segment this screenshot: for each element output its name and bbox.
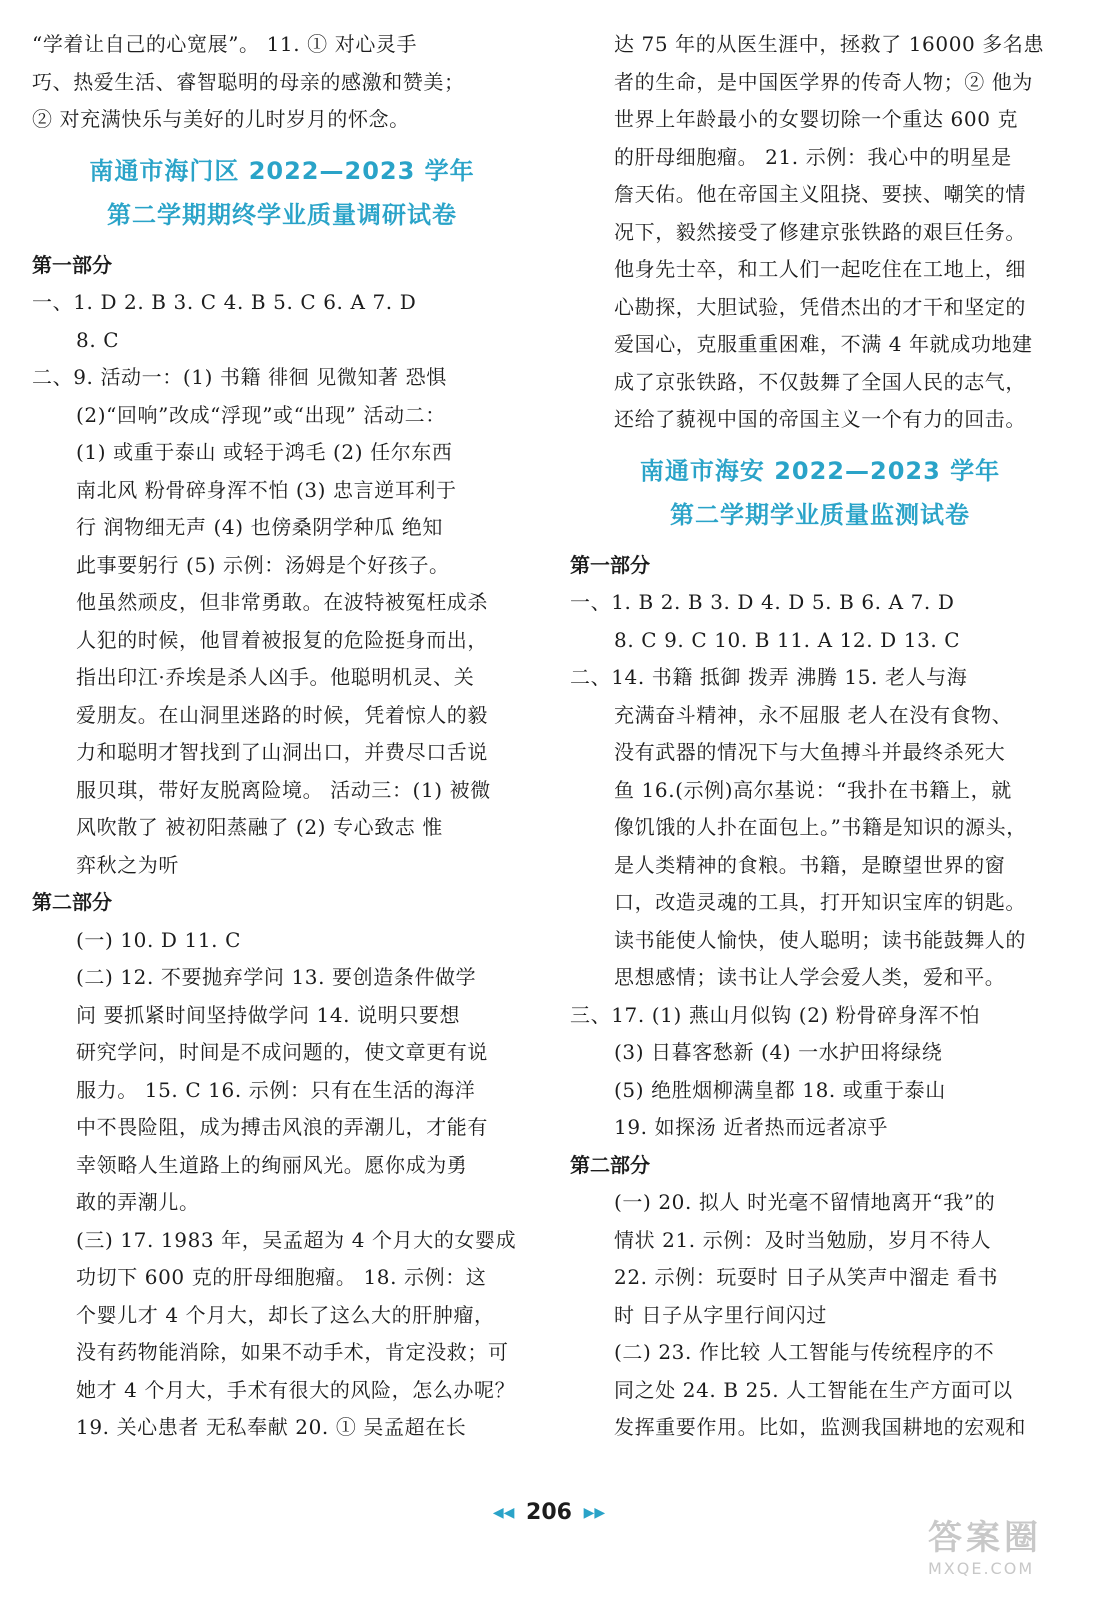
- text-line: 8. C: [76, 327, 120, 352]
- text-line: 像饥饿的人扑在面包上。”书籍是知识的源头，: [614, 815, 1027, 839]
- text-line: 没有武器的情况下与大鱼搏斗并最终杀死大: [614, 740, 1006, 764]
- text-line: 南北风 粉骨碎身浑不怕 (3) 忠言逆耳利于: [76, 477, 457, 502]
- text-line: (一) 10. D 11. C: [76, 927, 241, 952]
- text-line: 口，改造灵魂的工具，打开知识宝库的钥匙。: [614, 890, 1026, 914]
- text-line: 二、14. 书籍 抵御 拨弄 沸腾 15. 老人与海: [570, 665, 968, 689]
- text-line: (二) 12. 不要抛弃学问 13. 要创造条件做学: [76, 965, 477, 989]
- left-column: [32, 26, 532, 1447]
- text-line: 力和聪明才智找到了山洞出口，并费尽口舌说: [76, 740, 488, 764]
- text-line: 三、17. (1) 燕山月似钩 (2) 粉骨碎身浑不怕: [570, 1002, 981, 1027]
- text-line: 爱国心，克服重重困难，不满 4 年就成功地建: [614, 332, 1033, 356]
- text-line: 是人类精神的食粮。书籍，是瞭望世界的窗: [614, 852, 1006, 877]
- section-part1-label: 第一部分: [570, 552, 650, 577]
- section-part2-label: 第二部分: [32, 890, 112, 914]
- text-line: (2)“回响”改成“浮现”或“出现” 活动二：: [76, 402, 446, 427]
- text-line: 成了京张铁路，不仅鼓舞了全国人民的志气，: [614, 369, 1026, 394]
- text-line: (1) 或重于泰山 或轻于鸿毛 (2) 任尔东西: [76, 440, 453, 464]
- text-line: 8. C 9. C 10. B 11. A 12. D 13. C: [614, 627, 961, 652]
- text-line: 人犯的时候，他冒着被报复的危险挺身而出，: [76, 627, 488, 652]
- text-line: 同之处 24. B 25. 人工智能在生产方面可以: [614, 1377, 1013, 1402]
- prev-page-icon[interactable]: ◀◀: [492, 1505, 515, 1521]
- text-line: 19. 如探汤 近者热而远者凉乎: [614, 1115, 889, 1139]
- paper-title-haimen-line1: 南通市海门区 2022—2023 学年: [89, 156, 475, 185]
- text-line: 指出印江·乔埃是杀人凶手。他聪明机灵、关: [76, 665, 475, 689]
- text-line: (一) 20. 拟人 时光毫不留情地离开“我”的: [614, 1190, 996, 1214]
- right-column: [570, 26, 1070, 1447]
- text-line: 功切下 600 克的肝母细胞瘤。 18. 示例：这: [76, 1265, 487, 1289]
- text-line: 者的生命，是中国医学界的传奇人物；② 他为: [614, 69, 1033, 94]
- text-line: 风吹散了 被初阳蒸融了 (2) 专心致志 惟: [76, 815, 443, 839]
- text-line: 达 75 年的从医生涯中，拯救了 16000 多名患: [614, 32, 1045, 56]
- text-line: (3) 日暮客愁新 (4) 一水护田将绿绕: [614, 1040, 943, 1064]
- text-line: 没有药物能消除，如果不动手术，肯定没救；可: [76, 1340, 509, 1364]
- left-part2-lines: [32, 922, 532, 1447]
- watermark-text-top: 答案圈: [928, 1518, 1042, 1558]
- text-line: 22. 示例：玩耍时 日子从笑声中溜走 看书: [614, 1265, 999, 1289]
- text-line: 况下，毅然接受了修建京张铁路的艰巨任务。: [614, 219, 1026, 244]
- paper-title-haian-line1: 南通市海安 2022—2023 学年: [639, 456, 1001, 485]
- paper-title-haimen-line2: 第二学期期终学业质量调研试卷: [107, 200, 457, 229]
- text-line: 他虽然顽皮，但非常勇敢。在波特被冤枉成杀: [76, 590, 488, 614]
- text-line: 一、1. D 2. B 3. C 4. B 5. C 6. A 7. D: [32, 290, 417, 314]
- paper-title-haian-line2: 第二学期学业质量监测试卷: [670, 500, 970, 529]
- text-line: ② 对充满快乐与美好的儿时岁月的怀念。: [32, 107, 410, 131]
- watermark-text-bottom: MXQE.COM: [928, 1559, 1035, 1578]
- text-line: 敢的弄潮儿。: [76, 1190, 200, 1214]
- page-number: 206: [526, 1500, 572, 1525]
- text-line: 二、9. 活动一：(1) 书籍 徘徊 见微知著 恐惧: [32, 365, 447, 389]
- left-part1-lines: [32, 284, 532, 884]
- right-part1-lines: [570, 584, 1070, 1147]
- text-line: 服力。 15. C 16. 示例：只有在生活的海洋: [76, 1077, 476, 1102]
- text-line: 中不畏险阻，成为搏击风浪的弄潮儿，才能有: [76, 1115, 488, 1139]
- text-line: 个婴儿才 4 个月大，却长了这么大的肝肿瘤，: [76, 1302, 495, 1327]
- text-line: (二) 23. 作比较 人工智能与传统程序的不: [614, 1340, 995, 1364]
- text-line: (5) 绝胜烟柳满皇都 18. 或重于泰山: [614, 1077, 946, 1102]
- text-line: 弈秋之为听: [76, 852, 179, 877]
- text-line: 研究学问，时间是不成问题的，使文章更有说: [76, 1040, 488, 1064]
- text-line: 一、1. B 2. B 3. D 4. D 5. B 6. A 7. D: [570, 590, 955, 614]
- text-line: 心勘探，大胆试验，凭借杰出的才干和坚定的: [614, 294, 1026, 319]
- text-line: 19. 关心患者 无私奉献 20. ① 吴孟超在长: [76, 1415, 467, 1439]
- left-top-lines: [32, 26, 532, 139]
- right-part2-lines: [570, 1184, 1070, 1447]
- text-line: 世界上年龄最小的女婴切除一个重达 600 克: [614, 107, 1019, 131]
- text-line: 充满奋斗精神，永不屈服 老人在没有食物、: [614, 702, 1013, 727]
- text-line: 他身先士卒，和工人们一起吃住在工地上，细: [614, 257, 1026, 281]
- text-line: 幸领略人生道路上的绚丽风光。愿你成为勇: [76, 1152, 468, 1177]
- text-line: 爱朋友。在山洞里迷路的时候，凭着惊人的毅: [76, 702, 488, 727]
- text-line: 巧、热爱生活、睿智聪明的母亲的感激和赞美；: [32, 69, 465, 94]
- text-line: “学着让自己的心宽展”。 11. ① 对心灵手: [32, 32, 418, 56]
- text-line: 行 润物细无声 (4) 也傍桑阴学种瓜 绝知: [76, 515, 443, 539]
- text-line: 的肝母细胞瘤。 21. 示例：我心中的明星是: [614, 144, 1012, 169]
- text-line: 服贝琪，带好友脱离险境。 活动三：(1) 被微: [76, 777, 491, 802]
- text-line: 时 日子从字里行间闪过: [614, 1302, 827, 1327]
- text-line: 问 要抓紧时间坚持做学问 14. 说明只要想: [76, 1002, 461, 1027]
- text-line: 她才 4 个月大，手术有很大的风险，怎么办呢？: [76, 1377, 516, 1402]
- section-part1-label: 第一部分: [32, 252, 112, 277]
- text-line: 情状 21. 示例：及时当勉励，岁月不待人: [614, 1227, 992, 1252]
- text-line: (三) 17. 1983 年，吴孟超为 4 个月大的女婴成: [76, 1227, 517, 1252]
- next-page-icon[interactable]: ▶▶: [583, 1505, 606, 1521]
- watermark-logo: [928, 1510, 1078, 1580]
- text-line: 还给了藐视中国的帝国主义一个有力的回击。: [614, 407, 1026, 431]
- text-line: 詹天佑。他在帝国主义阻挠、要挟、嘲笑的情: [614, 182, 1026, 206]
- text-line: 发挥重要作用。比如，监测我国耕地的宏观和: [614, 1415, 1026, 1439]
- text-line: 读书能使人愉快，使人聪明；读书能鼓舞人的: [614, 927, 1026, 952]
- text-line: 此事要躬行 (5) 示例：汤姆是个好孩子。: [76, 552, 450, 577]
- right-top-lines: [570, 26, 1070, 439]
- section-part2-label: 第二部分: [570, 1152, 650, 1177]
- text-line: 鱼 16.(示例)高尔基说：“我扑在书籍上，就: [614, 777, 1012, 802]
- text-line: 思想感情；读书让人学会爱人类，爱和平。: [614, 965, 1006, 989]
